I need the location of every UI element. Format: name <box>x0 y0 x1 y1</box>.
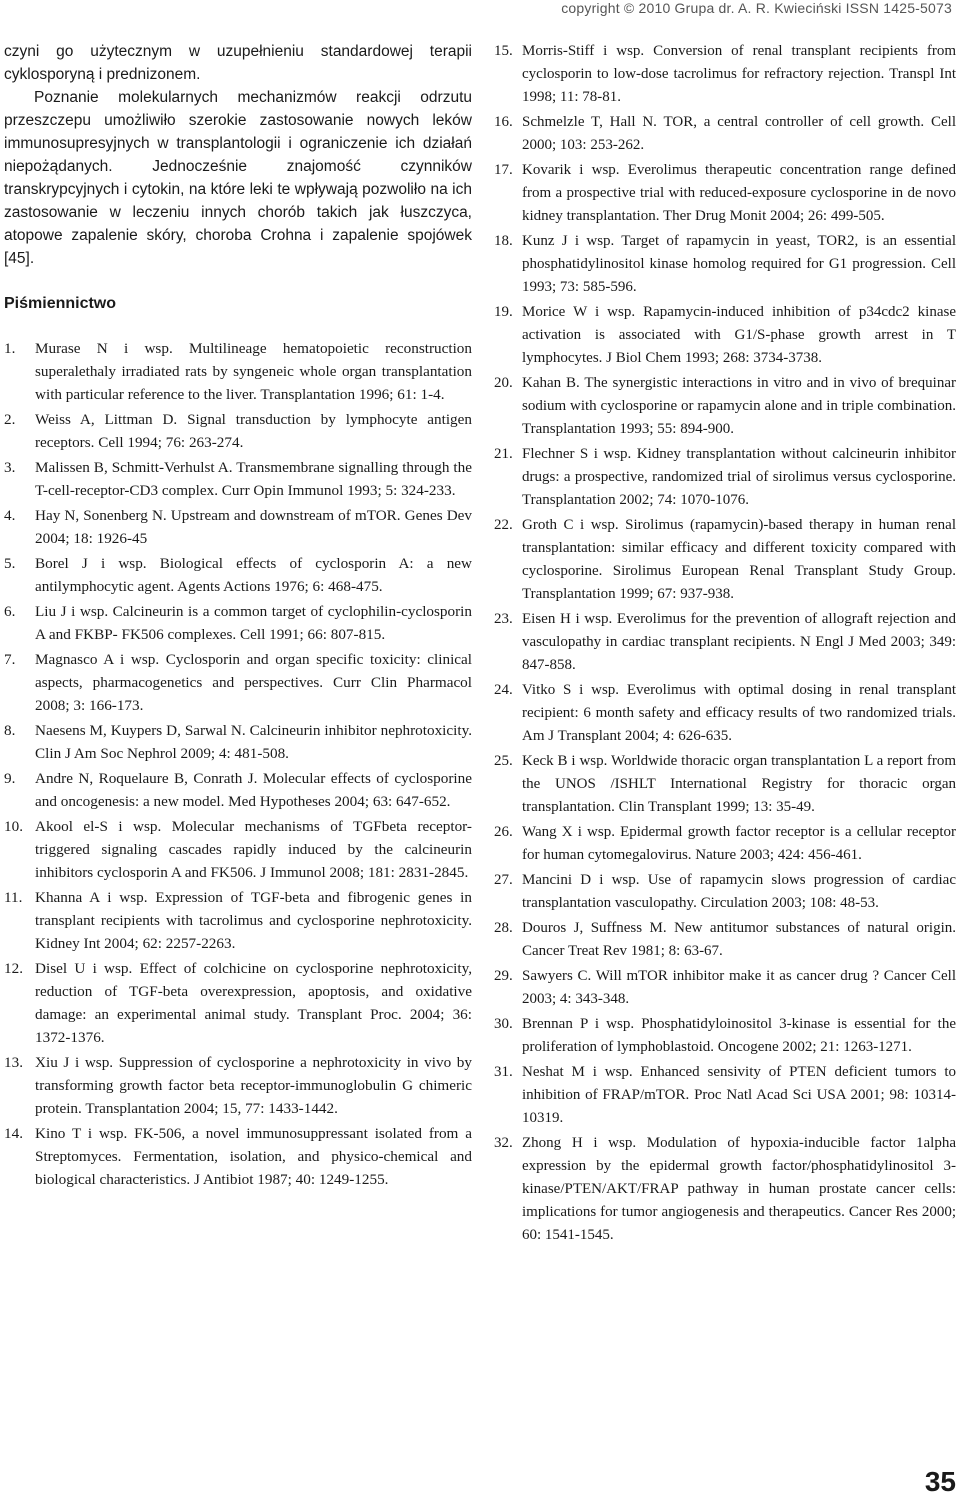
reference-number: 16. <box>494 114 513 130</box>
reference-text: Malissen B, Schmitt-Verhulst A. Transmembrane signalling through the T-cell-receptor-CD3 complex. Curr Opin Immunol 1993; 5: 324-233. <box>35 459 472 499</box>
reference-item <box>494 679 956 748</box>
reference-text: Wang X i wsp. Epidermal growth factor receptor is a cellular receptor for human cytomegalovirus. Nature 2003; 424: 456-461. <box>522 824 956 863</box>
reference-text: Kahan B. The synergistic interactions in vitro and in vivo of brequinar sodium with cyclosporine or rapamycin alone and in triple combination. Transplantation 1993; 55: 894-900. <box>522 375 956 437</box>
reference-text: Borel J i wsp. Biological effects of cyclosporin A: a new antilymphocytic agent. Agents Actions 1976; 6: 468-475. <box>35 555 472 595</box>
reference-text: Akool el-S i wsp. Molecular mechanisms of TGFbeta receptor-triggered signaling cascades rapidly induced by the calcineurin inhibitors cyclosporin A and FK506. J Immunol 2008; 181: 2831-2845. <box>35 818 472 881</box>
reference-number: 5. <box>4 555 16 572</box>
reference-text: Liu J i wsp. Calcineurin is a common target of cyclophilin-cyclosporin A and FKBP- FK506 complexes. Cell 1991; 66: 807-815. <box>35 603 472 643</box>
reference-text: Murase N i wsp. Multilineage hematopoietic reconstruction superalethaly irradiated rats by syngeneic whole organ transplantation with particular reference to the liver. Transplantation 1996; 61: 1-4. <box>35 340 472 403</box>
reference-text: Zhong H i wsp. Modulation of hypoxia-inducible factor 1alpha expression by the epidermal growth factor/phosphatidylinositol 3-kinase/PTEN/AKT/FRAP pathway in human prostate cancer cells: implications for tumor angiogenesis and therapeutics. Cancer Res 2000; 60: 1541-1545. <box>522 1135 956 1243</box>
reference-text: Vitko S i wsp. Everolimus with optimal dosing in renal transplant recipient: 6 month safety and efficacy results of two randomized trials. Am J Transplant 2004; 4: 626-635. <box>522 682 956 744</box>
reference-number: 12. <box>4 960 23 977</box>
reference-item <box>4 648 472 717</box>
reference-item <box>494 40 956 109</box>
left-column <box>4 40 472 1193</box>
reference-item <box>494 869 956 915</box>
reference-text: Magnasco A i wsp. Cyclosporin and organ specific toxicity: clinical aspects, pharmacogenetics and perspectives. Curr Clin Pharmacol 2008; 3: 166-173. <box>35 651 472 714</box>
reference-item <box>494 372 956 441</box>
reference-item <box>494 111 956 157</box>
reference-item <box>4 1122 472 1191</box>
reference-text: Andre N, Roquelaure B, Conrath J. Molecular effects of cyclosporine and oncogenesis: a new model. Med Hypotheses 2004; 63: 647-652. <box>35 770 472 810</box>
reference-number: 10. <box>4 818 23 835</box>
reference-item <box>4 600 472 646</box>
reference-item <box>4 767 472 813</box>
reference-item <box>494 230 956 299</box>
reference-item <box>494 301 956 370</box>
reference-number: 13. <box>4 1054 23 1071</box>
reference-text: Mancini D i wsp. Use of rapamycin slows progression of cardiac transplantation vasculopathy. Circulation 2003; 108: 48-53. <box>522 872 956 911</box>
reference-text: Schmelzle T, Hall N. TOR, a central controller of cell growth. Cell 2000; 103: 253-262. <box>522 114 956 153</box>
reference-text: Weiss A, Littman D. Signal transduction by lymphocyte antigen receptors. Cell 1994; 76: 263-274. <box>35 411 472 451</box>
reference-item <box>494 1013 956 1059</box>
reference-item <box>494 965 956 1011</box>
reference-number: 9. <box>4 770 16 787</box>
reference-item <box>4 1051 472 1120</box>
reference-number: 7. <box>4 651 16 668</box>
reference-item <box>4 504 472 550</box>
reference-item <box>4 337 472 406</box>
reference-item <box>4 552 472 598</box>
reference-item <box>494 821 956 867</box>
reference-number: 17. <box>494 162 513 178</box>
reference-text: Brennan P i wsp. Phosphatidyloinositol 3-kinase is essential for the proliferation of lymphoblastoid. Oncogene 2002; 21: 1263-1271. <box>522 1016 956 1055</box>
body-paragraph: Poznanie molekularnych mechanizmów reakcji odrzutu przeszczepu umożliwiło szerokie zastosowanie nowych leków immunosupresyjnych w transplantologii i ograniczenie ich działań niepożądanych. Jednocześnie znajomość czynników transkrypcyjnych i cytokin, na które leki te wpływają pozwoliło na ich zastosowanie w leczeniu innych chorób takich jak łuszczyca, atopowe zapalenie skóry, choroba Crohna i zapalenie spojówek [45]. <box>4 89 472 267</box>
reference-text: Disel U i wsp. Effect of colchicine on cyclosporine nephrotoxicity, reduction of TGF-beta overexpression, apoptosis, and oxidative damage: an experimental animal study. Transplant Proc. 2004; 36: 1372-1376. <box>35 960 472 1046</box>
reference-text: Douros J, Suffness M. New antitumor substances of natural origin. Cancer Treat Rev 1981; 8: 63-67. <box>522 920 956 959</box>
page-number: 35 <box>924 1466 956 1497</box>
reference-number: 4. <box>4 507 16 524</box>
reference-number: 32. <box>494 1135 513 1151</box>
reference-number: 25. <box>494 753 513 769</box>
reference-text: Morice W i wsp. Rapamycin-induced inhibition of p34cdc2 kinase activation is associated with G1/S-phase growth arrest in T lymphocytes. J Biol Chem 1993; 268: 3734-3738. <box>522 304 956 366</box>
reference-text: Eisen H i wsp. Everolimus for the prevention of allograft rejection and vasculopathy in cardiac transplant recipients. N Engl J Med 2003; 349: 847-858. <box>522 611 956 673</box>
reference-item <box>494 917 956 963</box>
right-column <box>494 40 956 1249</box>
reference-number: 6. <box>4 603 16 620</box>
reference-text: Xiu J i wsp. Suppression of cyclosporine a nephrotoxicity in vivo by transforming growth factor beta receptor-immunoglobulin G chimeric protein. Transplantation 2004; 15, 77: 1433-1442. <box>35 1054 472 1117</box>
reference-number: 23. <box>494 611 513 627</box>
body-paragraph: czyni go użytecznym w uzupełnieniu standardowej terapii cyklosporyną i prednizonem. <box>4 43 472 83</box>
reference-text: Keck B i wsp. Worldwide thoracic organ transplantation L a report from the UNOS /ISHLT International Registry for thoracic organ transplantation. Clin Transplant 1999; 13: 35-49. <box>522 753 956 815</box>
reference-text: Flechner S i wsp. Kidney transplantation without calcineurin inhibitor drugs: a prospective, randomized trial of sirolimus versus cyclosporine. Transplantation 2002; 74: 1070-1076. <box>522 446 956 508</box>
reference-number: 2. <box>4 411 16 428</box>
reference-number: 1. <box>4 340 16 357</box>
reference-number: 19. <box>494 304 513 320</box>
reference-number: 30. <box>494 1016 513 1032</box>
reference-number: 22. <box>494 517 513 533</box>
reference-number: 21. <box>494 446 513 462</box>
reference-item <box>494 1061 956 1130</box>
reference-text: Sawyers C. Will mTOR inhibitor make it as cancer drug ? Cancer Cell 2003; 4: 343-348. <box>522 968 956 1007</box>
reference-item <box>4 456 472 502</box>
reference-item <box>4 886 472 955</box>
reference-number: 11. <box>4 889 23 906</box>
reference-number: 3. <box>4 459 16 476</box>
reference-text: Neshat M i wsp. Enhanced sensivity of PTEN deficient tumors to inhibition of FRAP/mTOR. Proc Natl Acad Sci USA 2001; 98: 10314-10319. <box>522 1064 956 1126</box>
reference-item <box>4 408 472 454</box>
reference-number: 15. <box>494 43 513 59</box>
reference-text: Naesens M, Kuypers D, Sarwal N. Calcineurin inhibitor nephrotoxicity. Clin J Am Soc Nephrol 2009; 4: 481-508. <box>35 722 472 762</box>
reference-text: Morris-Stiff i wsp. Conversion of renal transplant recipients from cyclosporin to low-dose tacrolimus for refractory rejection. Transpl Int 1998; 11: 78-81. <box>522 43 956 105</box>
reference-number: 14. <box>4 1125 23 1142</box>
reference-item <box>494 750 956 819</box>
reference-item <box>4 719 472 765</box>
reference-item <box>494 159 956 228</box>
reference-text: Groth C i wsp. Sirolimus (rapamycin)-based therapy in human renal transplantation: similar efficacy and different toxicity compared with cyclosporine. Sirolimus European Renal Transplant Study Group. Transplantation 1999; 67: 937-938. <box>522 517 956 602</box>
reference-item <box>494 608 956 677</box>
copyright-notice: copyright © 2010 Grupa dr. A. R. Kwieciński ISSN 1425-5073 <box>561 0 952 16</box>
reference-list <box>494 40 956 1247</box>
reference-number: 27. <box>494 872 513 888</box>
reference-item <box>4 957 472 1049</box>
reference-list <box>4 337 472 1191</box>
reference-item <box>4 815 472 884</box>
reference-item <box>494 514 956 606</box>
references-heading: Piśmiennictwo <box>4 295 117 312</box>
reference-number: 31. <box>494 1064 513 1080</box>
reference-number: 26. <box>494 824 513 840</box>
reference-item <box>494 1132 956 1247</box>
reference-text: Kino T i wsp. FK-506, a novel immunosuppressant isolated from a Streptomyces. Fermentation, isolation, and physico-chemical and biological characteristics. J Antibiot 1987; 40: 1249-1255. <box>35 1125 472 1188</box>
reference-number: 29. <box>494 968 513 984</box>
reference-text: Kovarik i wsp. Everolimus therapeutic concentration range defined from a prospective trial with reduced-exposure cyclosporine in de novo kidney transplantation. Ther Drug Monit 2004; 26: 499-505. <box>522 162 956 224</box>
reference-text: Kunz J i wsp. Target of rapamycin in yeast, TOR2, is an essential phosphatidylinositol kinase homolog required for G1 progression. Cell 1993; 73: 585-596. <box>522 233 956 295</box>
reference-number: 20. <box>494 375 513 391</box>
reference-number: 24. <box>494 682 513 698</box>
reference-number: 28. <box>494 920 513 936</box>
reference-item <box>494 443 956 512</box>
reference-text: Hay N, Sonenberg N. Upstream and downstream of mTOR. Genes Dev 2004; 18: 1926-45 <box>35 507 472 547</box>
reference-number: 8. <box>4 722 16 739</box>
reference-number: 18. <box>494 233 513 249</box>
reference-text: Khanna A i wsp. Expression of TGF-beta and fibrogenic genes in transplant recipients with tacrolimus and cyclosporine nephrotoxicity. Kidney Int 2004; 62: 2257-2263. <box>35 889 472 952</box>
